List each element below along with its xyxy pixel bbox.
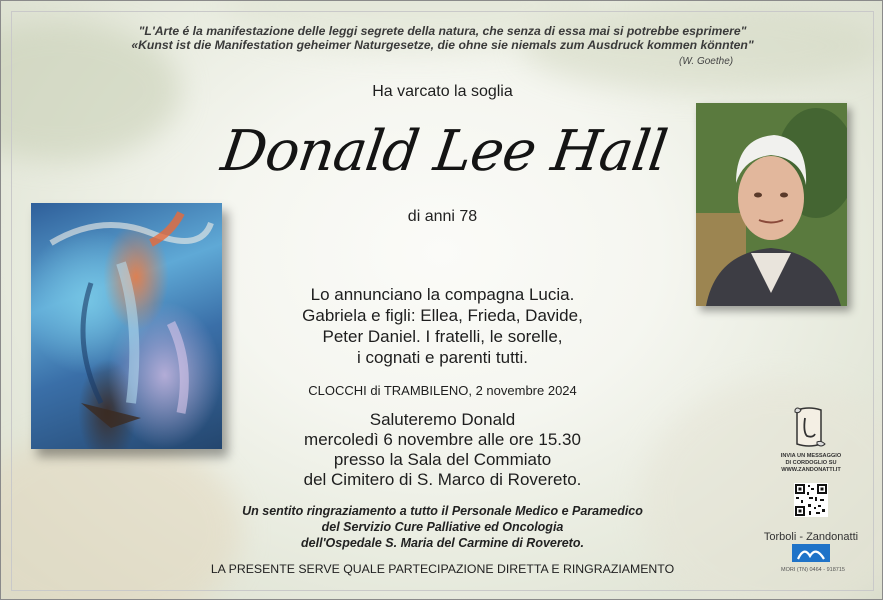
announcement-line: i cognati e parenti tutti. — [356, 348, 529, 367]
place-date: CLOCCHI di TRAMBILENO, 2 novembre 2024 — [308, 383, 577, 398]
agency-logo — [792, 544, 830, 562]
thanks-line: Un sentito ringraziamento a tutto il Personale Medico e Paramedico — [242, 504, 643, 518]
condolence-link[interactable] — [769, 453, 853, 474]
agency-name: Torboli - Zandonatti — [763, 531, 859, 543]
thanks-note — [1, 503, 883, 551]
condolence-line: DI CORDOGLIO SU — [785, 460, 837, 466]
condolence-url: WWW.ZANDONATTI.IT — [781, 467, 841, 473]
quote-italian: "L'Arte é la manifestazione delle leggi segrete della natura, che senza di essa mai si potrebbe esprimere" — [138, 24, 747, 38]
qr-code[interactable] — [794, 483, 828, 517]
condolence-line: INVIA UN MESSAGGIO — [780, 453, 842, 459]
scroll-icon[interactable] — [791, 406, 827, 450]
announcement-line: Gabriela e figli: Ellea, Frieda, Davide, — [302, 306, 583, 325]
quote-author: (W. Goethe) — [679, 56, 734, 67]
age: di anni 78 — [407, 208, 478, 225]
service-line: del Cimitero di S. Marco di Rovereto. — [303, 470, 582, 489]
announcement — [1, 284, 883, 368]
service-line: Saluteremo Donald — [369, 410, 516, 429]
thanks-line: del Servizio Cure Palliative ed Oncologia — [321, 520, 564, 534]
thanks-line: dell'Ospedale S. Maria del Carmine di Rovereto. — [301, 536, 584, 550]
agency-contact: MORI (TN) 0464 - 918715 — [781, 567, 845, 573]
deceased-name: Donald Lee Hall — [217, 119, 671, 184]
announcement-line: Peter Daniel. I fratelli, le sorelle, — [322, 327, 563, 346]
heading: Ha varcato la soglia — [372, 83, 513, 100]
quote-german: «Kunst ist die Manifestation geheimer Naturgesetze, die ohne sie niemals zum Ausdruck kommen könnten" — [131, 38, 754, 52]
footer-note: LA PRESENTE SERVE QUALE PARTECIPAZIONE DIRETTA E RINGRAZIAMENTO — [210, 562, 675, 576]
service-info — [1, 410, 883, 490]
portrait-photo — [696, 103, 847, 306]
announcement-line: Lo annunciano la compagna Lucia. — [310, 285, 575, 304]
service-line: presso la Sala del Commiato — [333, 450, 552, 469]
service-line: mercoledì 6 novembre alle ore 15.30 — [304, 430, 581, 449]
